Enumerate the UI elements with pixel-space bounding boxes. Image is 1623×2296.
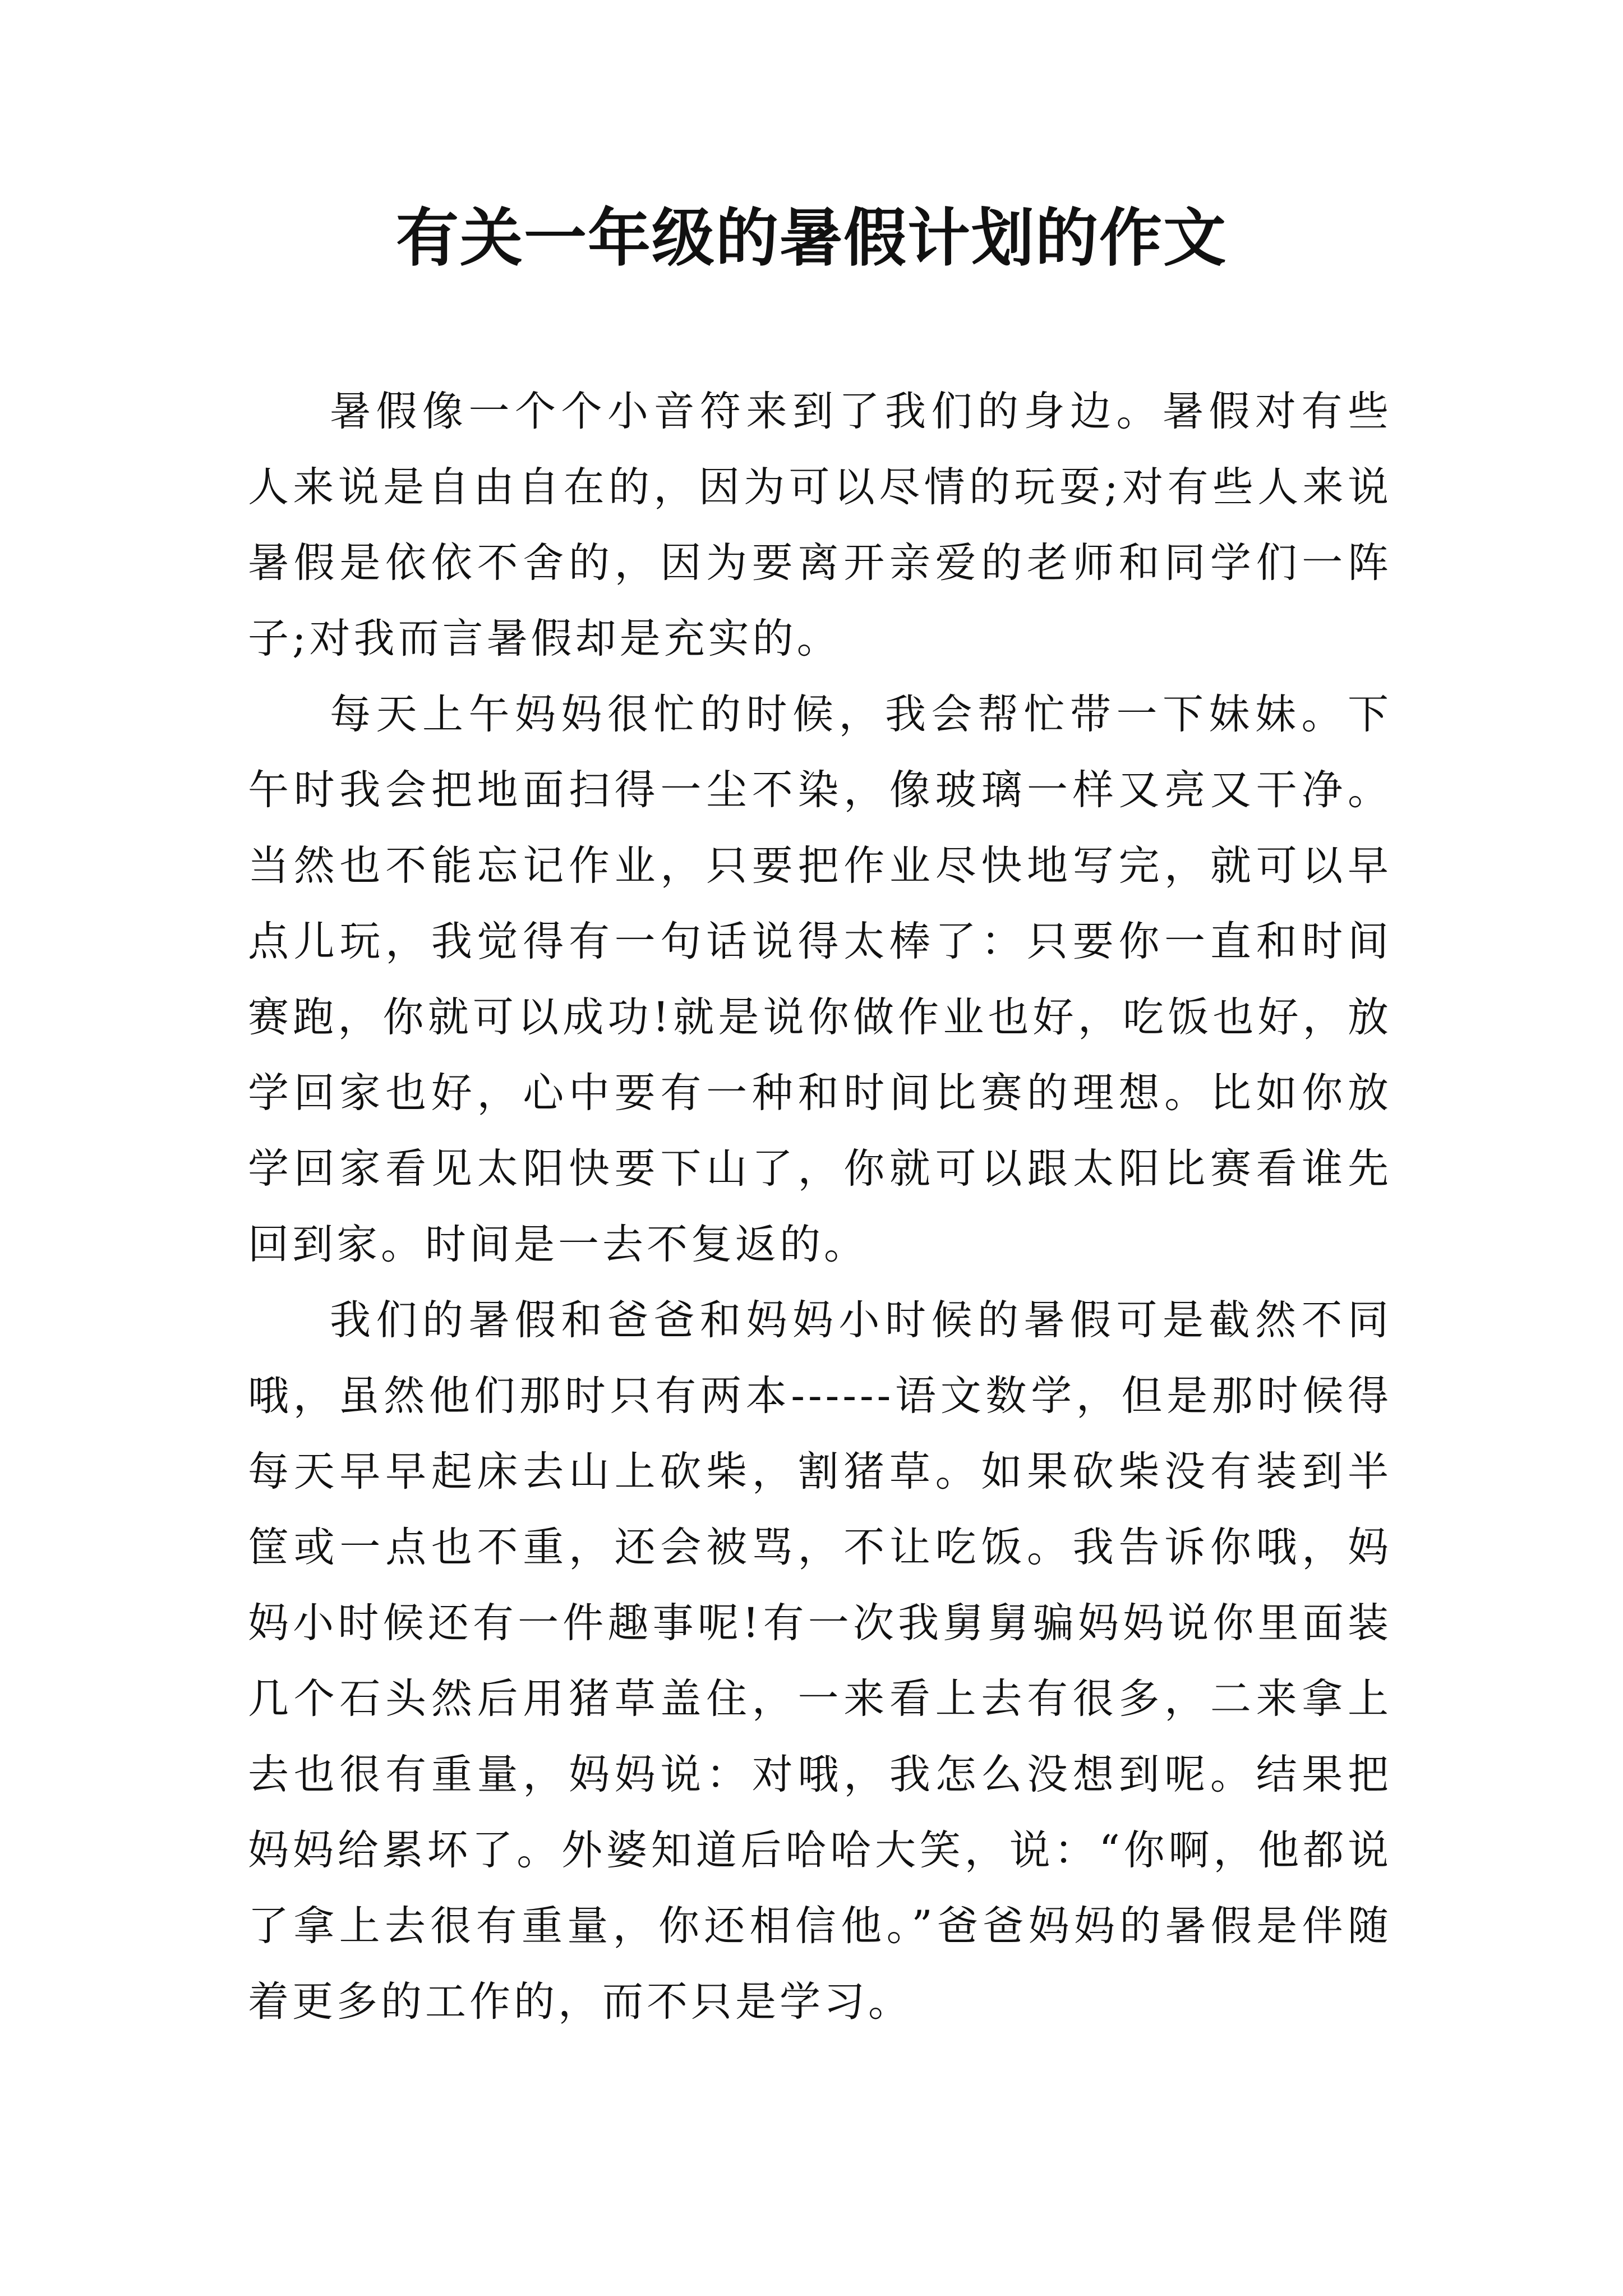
document-body (248, 374, 1392, 2040)
paragraph-1: 暑假像一个个小音符来到了我们的身边。暑假对有些人来说是自由自在的，因为可以尽情的玩耍;对有些人来说暑假是依依不舍的，因为要离开亲爱的老师和同学们一阵子;对我而言暑假却是充实的。 (248, 388, 1392, 662)
paragraph-2: 每天上午妈妈很忙的时候，我会帮忙带一下妹妹。下午时我会把地面扫得一尘不染，像玻璃一样又亮又干净。当然也不能忘记作业，只要把作业尽快地写完，就可以早点儿玩，我觉得有一句话说得太棒了：只要你一直和时间赛跑，你就可以成功!就是说你做作业也好，吃饭也好，放学回家也好，心中要有一种和时间比赛的理想。比如你放学回家看见太阳快要下山了，你就可以跟太阳比赛看谁先回到家。时间是一去不复返的。 (248, 691, 1392, 1268)
document-title: 有关一年级的暑假计划的作文 (396, 202, 1227, 275)
paragraph-3: 我们的暑假和爸爸和妈妈小时候的暑假可是截然不同哦，虽然他们那时只有两本------语文数学，但是那时候得每天早早起床去山上砍柴，割猪草。如果砍柴没有装到半筐或一点也不重，还会被骂，不让吃饭。我告诉你哦，妈妈小时候还有一件趣事呢!有一次我舅舅骗妈妈说你里面装几个石头然后用猪草盖住，一来看上去有很多，二来拿上去也很有重量，妈妈说：对哦，我怎么没想到呢。结果把妈妈给累坏了。外婆知道后哈哈大笑，说：“你啊，他都说了拿上去很有重量，你还相信他。”爸爸妈妈的暑假是伴随着更多的工作的，而不只是学习。 (248, 1296, 1392, 2026)
